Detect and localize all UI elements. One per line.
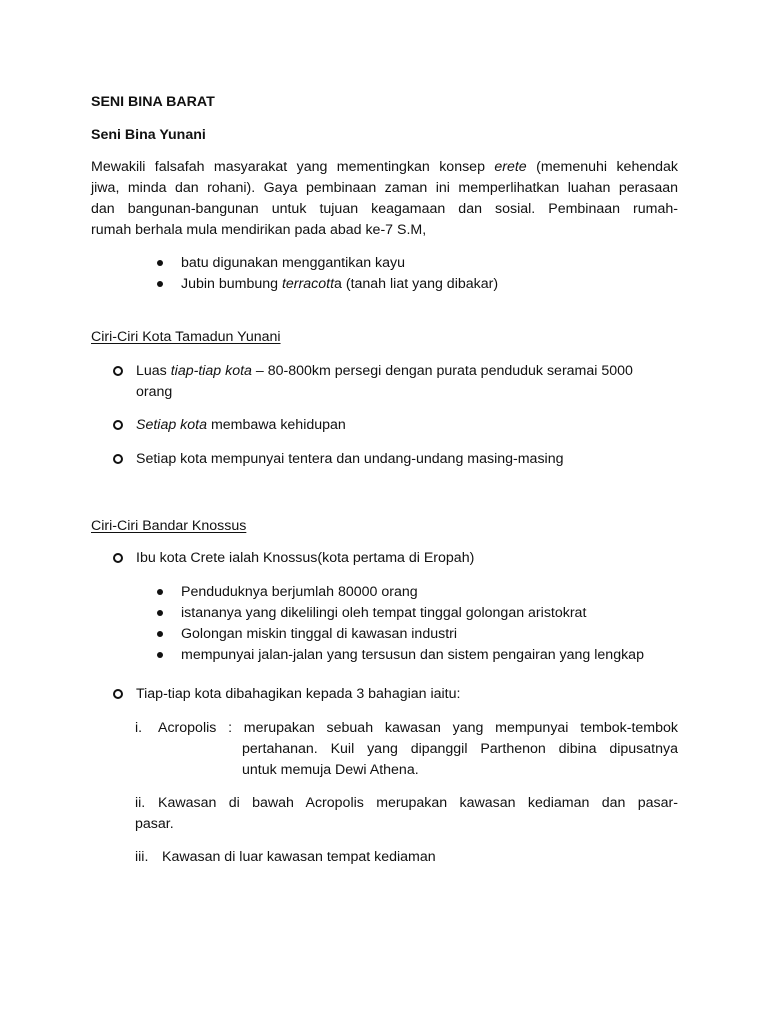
- list-item: [157, 253, 498, 274]
- circle-list-item: [113, 548, 678, 569]
- list-item-text: mempunyai jalan-jalan yang tersusun dan sistem pengairan yang lengkap: [181, 647, 644, 663]
- section-subtitle: Seni Bina Yunani: [91, 127, 206, 143]
- section-heading-knossus: Ciri-Ciri Bandar Knossus: [91, 518, 247, 534]
- knossus-bullet-list: [157, 582, 644, 666]
- text-span: orang: [136, 384, 173, 400]
- circle-list-item: [113, 415, 678, 436]
- list-item-text: Jubin bumbung: [181, 276, 282, 292]
- italic-span: tiap-tiap kota: [170, 363, 252, 379]
- bullet-dot-icon: [157, 260, 163, 266]
- circle-list-item: [113, 449, 678, 470]
- roman-item-line: pertahanan. Kuil yang dipanggil Parthenon dibina dipusatnya: [242, 741, 678, 757]
- hollow-circle-icon: [113, 553, 123, 563]
- roman-list-item-iii: [135, 847, 678, 868]
- text-span: Luas: [136, 363, 171, 379]
- text-span: membawa kehidupan: [207, 417, 346, 433]
- bullet-dot-icon: [157, 652, 163, 658]
- roman-item-line: Acropolis : merupakan sebuah kawasan yang mempunyai tembok-tembok: [158, 720, 678, 736]
- circle-list-item: [113, 684, 678, 705]
- roman-numeral: ii.: [135, 795, 146, 811]
- circle-list-item: [113, 361, 678, 403]
- intro-line-1: [91, 157, 678, 178]
- intro-text: (memenuhi kehendak: [526, 159, 678, 175]
- roman-numeral: iii.: [135, 849, 149, 865]
- list-item: [157, 645, 644, 666]
- hollow-circle-icon: [113, 366, 123, 376]
- roman-numeral: i.: [135, 720, 143, 736]
- roman-list-item-i: [135, 718, 678, 781]
- circle-item-text: Setiap kota mempunyai tentera dan undang-undang masing-masing: [136, 451, 564, 467]
- document-title: SENI BINA BARAT: [91, 94, 215, 110]
- hollow-circle-icon: [113, 420, 123, 430]
- list-item: [157, 274, 498, 295]
- roman-item-line: pasar.: [135, 816, 174, 832]
- bullet-dot-icon: [157, 631, 163, 637]
- intro-line-3: dan bangunan-bangunan untuk tujuan keagamaan dan sosial. Pembinaan rumah-: [91, 201, 678, 217]
- italic-span: Setiap kota: [136, 417, 207, 433]
- circle-item-text: [136, 361, 678, 403]
- hollow-circle-icon: [113, 454, 123, 464]
- bullet-dot-icon: [157, 589, 163, 595]
- roman-item-line: Kawasan di bawah Acropolis merupakan kawasan kediaman dan pasar-: [158, 795, 678, 811]
- list-item-text: istananya yang dikelilingi oleh tempat tinggal golongan aristokrat: [181, 605, 587, 621]
- intro-italic-term: erete: [494, 159, 527, 175]
- text-span: – 80-800km persegi dengan purata penduduk seramai 5000: [251, 363, 633, 379]
- intro-line-2: jiwa, minda dan rohani). Gaya pembinaan zaman ini memperlihatkan luahan perasaan: [91, 180, 678, 196]
- list-item-text: a (tanah liat yang dibakar): [334, 276, 499, 292]
- circle-item-text: Ibu kota Crete ialah Knossus(kota pertama di Eropah): [136, 550, 475, 566]
- intro-line-4: rumah berhala mula mendirikan pada abad ke-7 S.M,: [91, 222, 427, 238]
- circle-item-text: Tiap-tiap kota dibahagikan kepada 3 bahagian iaitu:: [136, 686, 461, 702]
- bullet-dot-icon: [157, 281, 163, 287]
- list-item: [157, 603, 644, 624]
- intro-bullet-list: [157, 253, 498, 295]
- intro-paragraph: [91, 157, 678, 241]
- roman-list-item-ii: [135, 793, 678, 835]
- circle-item-text: [136, 415, 678, 436]
- hollow-circle-icon: [113, 689, 123, 699]
- section-heading-kota: Ciri-Ciri Kota Tamadun Yunani: [91, 329, 281, 345]
- roman-item-line: untuk memuja Dewi Athena.: [242, 762, 419, 778]
- list-item-text: Golongan miskin tinggal di kawasan industri: [181, 626, 458, 642]
- bullet-dot-icon: [157, 610, 163, 616]
- roman-item-line: Kawasan di luar kawasan tempat kediaman: [162, 849, 436, 865]
- list-item-italic: terracott: [281, 276, 335, 292]
- intro-text: Mewakili falsafah masyarakat yang mementingkan konsep: [91, 159, 495, 175]
- list-item: [157, 582, 644, 603]
- list-item: [157, 624, 644, 645]
- list-item-text: batu digunakan menggantikan kayu: [181, 255, 406, 271]
- list-item-text: Penduduknya berjumlah 80000 orang: [181, 584, 418, 600]
